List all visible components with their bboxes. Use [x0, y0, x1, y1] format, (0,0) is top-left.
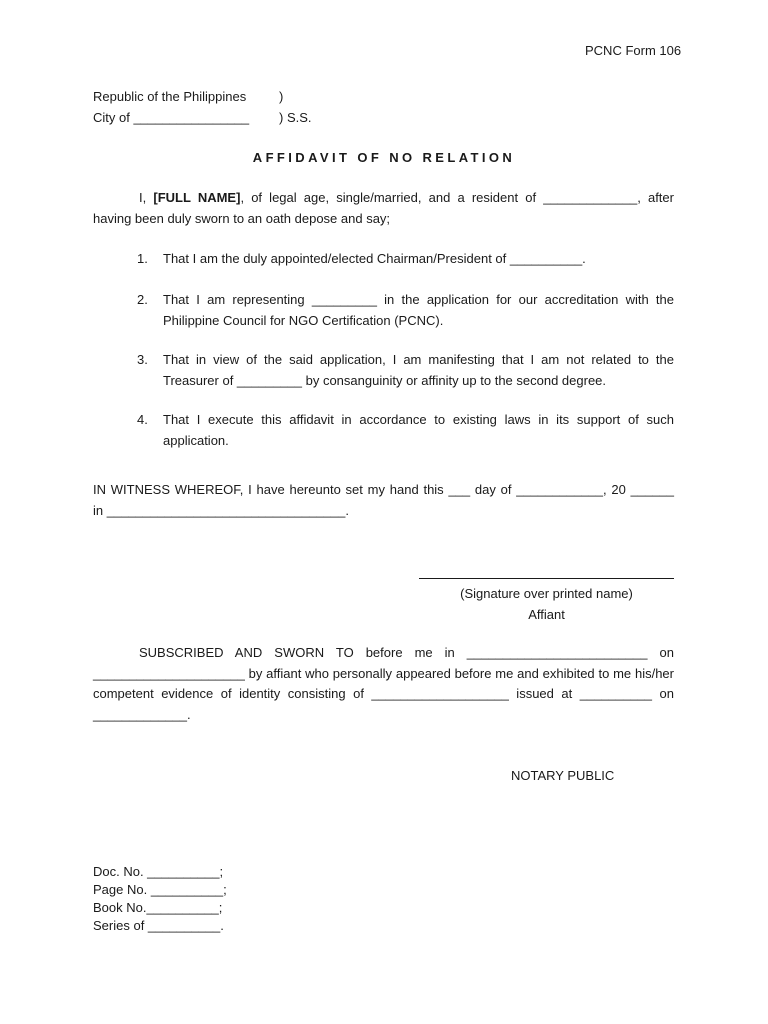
witness-line-2: in _________________________________. — [93, 502, 349, 518]
list-item — [137, 410, 674, 451]
item-text: That I am the duly appointed/elected Chairman/President of __________. — [163, 251, 586, 266]
form-number: PCNC Form 106 — [585, 43, 682, 58]
document-title: AFFIDAVIT OF NO RELATION — [252, 150, 516, 165]
item-number: 4. — [137, 412, 148, 427]
item-text: That I execute this affidavit in accordance to existing laws in its support of such application. — [163, 412, 674, 448]
signature-block — [419, 584, 674, 625]
affiant-label: Affiant — [528, 606, 565, 622]
list-item — [137, 350, 674, 391]
intro-line-2: having been duly sworn to an oath depose and say; — [93, 210, 391, 226]
signature-caption: (Signature over printed name) — [460, 586, 633, 601]
venue-city: City of ________________ — [93, 110, 250, 125]
notary-public-label: NOTARY PUBLIC — [511, 768, 615, 783]
intro-paragraph — [93, 188, 674, 229]
venue-city-paren: ) S.S. — [279, 110, 312, 125]
signature-line — [419, 578, 674, 579]
item-text: That I am representing _________ in the application for our accreditation with the Philippine Council for NGO Certification (PCNC). — [163, 292, 674, 328]
book-no: Book No.__________; — [93, 900, 223, 915]
item-number: 1. — [137, 251, 148, 266]
witness-line-1: IN WITNESS WHEREOF, I have hereunto set my hand this ___ day of ____________, 20 ______ — [93, 482, 674, 497]
jurat-paragraph: SUBSCRIBED AND SWORN TO before me in _________________________ on _____________________ by affiant who personally appeared before me and exhibited to me his/her competent evidence of identity consisting of ___________________ issued at __________ on _____________. — [93, 645, 674, 722]
list-item — [137, 249, 674, 270]
witness-paragraph — [93, 480, 674, 521]
intro-line-1 — [93, 188, 674, 209]
list-item — [137, 290, 674, 331]
item-number: 2. — [137, 292, 148, 307]
venue-country: Republic of the Philippines — [93, 89, 247, 104]
venue-country-paren: ) — [279, 89, 284, 104]
series-of: Series of __________. — [93, 918, 224, 933]
page-no: Page No. __________; — [93, 882, 227, 897]
full-name-placeholder: [FULL NAME] — [153, 190, 241, 205]
notarial-registry — [93, 863, 227, 935]
intro-prefix: I, — [139, 190, 154, 205]
intro-rest: , of legal age, single/married, and a resident of _____________, after — [240, 190, 674, 205]
item-number: 3. — [137, 352, 148, 367]
item-text: That in view of the said application, I am manifesting that I am not related to the Treasurer of _________ by consanguinity or affinity up to the second degree. — [163, 352, 674, 388]
doc-no: Doc. No. __________; — [93, 864, 224, 879]
